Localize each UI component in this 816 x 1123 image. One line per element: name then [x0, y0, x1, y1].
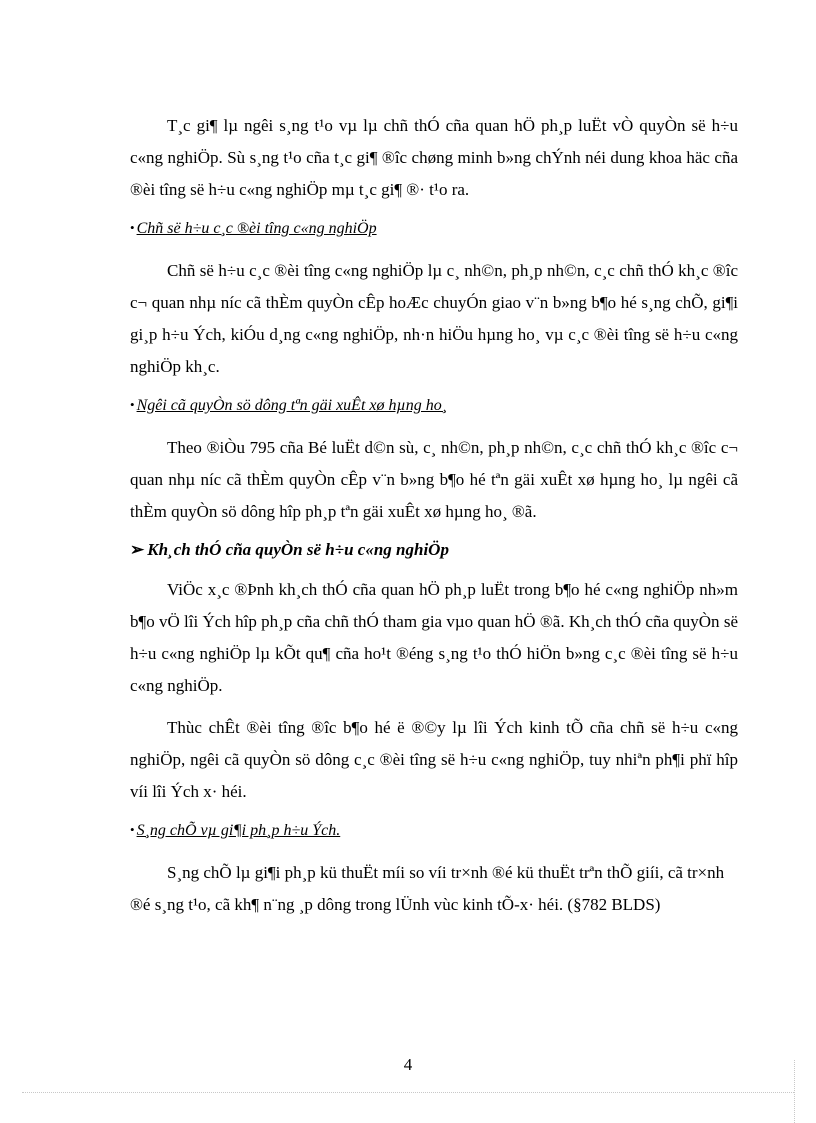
paragraph-economic-interest: Thùc chÊt ®èi tîng ®îc b¶o hé ë ®©y lµ lîi Ých kinh tÕ cña chñ së h÷u c«ng nghiÖp, ngêi cã quyÒn sö dông c¸c ®èi tîng së h÷u c«ng nghiÖp, tuy nhiªn ph¶i phï hîp víi lîi Ých x· héi.	[130, 718, 738, 801]
bullet-owner-objects	[130, 216, 738, 241]
bullet-label: Ngêi cã quyÒn sö dông tªn gäi xuÊt xø hµng ho¸	[136, 397, 448, 414]
paragraph-object: ViÖc x¸c ®Þnh kh¸ch thÓ cña quan hÖ ph¸p luËt trong b¶o hé c«ng nghiÖp nh»m b¶o vÖ lîi Ých hîp ph¸p cña chñ thÓ tham gia vµo quan hÖ ®ã. Kh¸ch thÓ cña quyÒn së h÷u c«ng nghiÖp lµ kÕt qu¶ cña ho¹t ®éng s¸ng t¹o thÓ hiÖn b»ng c¸c ®èi tîng së h÷u c«ng nghiÖp.	[130, 580, 738, 695]
section-heading-text: Kh¸ch thÓ cña quyÒn së h÷u c«ng nghiÖp	[147, 540, 449, 559]
paragraph-invention: S¸ng chÕ lµ gi¶i ph¸p kü thuËt míi so víi tr×nh ®é kü thuËt trªn thÕ giíi, cã tr×nh ®é s¸ng t¹o, cã kh¶ n¨ng ¸p dông trong lÜnh vùc kinh tÕ-x· héi. (§782 BLDS)	[130, 863, 725, 914]
page-body	[130, 110, 738, 931]
bullet-origin-user	[130, 393, 738, 418]
paragraph-article-795: Theo ®iÒu 795 cña Bé luËt d©n sù, c¸ nh©n, ph¸p nh©n, c¸c chñ thÓ kh¸c ®îc c¬ quan nhµ níc cã thÈm quyÒn cÊp v¨n b»ng b¶o hé tªn gäi xuÊt xø hµng ho¸ lµ ngêi cã thÈm quyÒn sö dông hîp ph¸p tªn gäi xuÊt xø hµng ho¸ ®ã.	[130, 438, 738, 521]
paragraph-owner: Chñ së h÷u c¸c ®èi tîng c«ng nghiÖp lµ c¸ nh©n, ph¸p nh©n, c¸c chñ thÓ kh¸c ®îc c¬ quan nhµ níc cã thÈm quyÒn cÊp hoÆc chuyÓn giao v¨n b»ng b¶o hé s¸ng chÕ, gi¶i gi¸p h÷u Ých, kiÓu d¸ng c«ng nghiÖp, nh·n hiÖu hµng ho¸ vµ c¸c ®èi tîng së h÷u c«ng nghiÖp kh¸c.	[130, 261, 738, 376]
arrow-bullet-icon: ➢	[130, 540, 145, 559]
paragraph-author: T¸c gi¶ lµ ngêi s¸ng t¹o vµ lµ chñ thÓ cña quan hÖ ph¸p luËt vÒ quyÒn së h÷u c«ng nghiÖp. Sù s¸ng t¹o cña t¸c gi¶ ®îc chøng minh b»ng chÝnh néi dung khoa häc cña ®èi tîng së h÷u c«ng nghiÖp mµ t¸c gi¶ ®· t¹o ra.	[130, 116, 738, 199]
bullet-label: Chñ së h÷u c¸c ®èi tîng c«ng nghiÖp	[136, 220, 377, 237]
bullet-label: S¸ng chÕ vµ gi¶i ph¸p h÷u Ých.	[136, 822, 341, 839]
page-number: 4	[403, 1055, 413, 1074]
side-border	[794, 1060, 795, 1123]
footer-border	[22, 1092, 794, 1093]
section-heading	[130, 538, 738, 562]
bullet-dot-icon: •	[130, 822, 135, 837]
bullet-dot-icon: •	[130, 397, 135, 412]
bullet-invention	[130, 818, 738, 843]
bullet-dot-icon: •	[130, 220, 135, 235]
